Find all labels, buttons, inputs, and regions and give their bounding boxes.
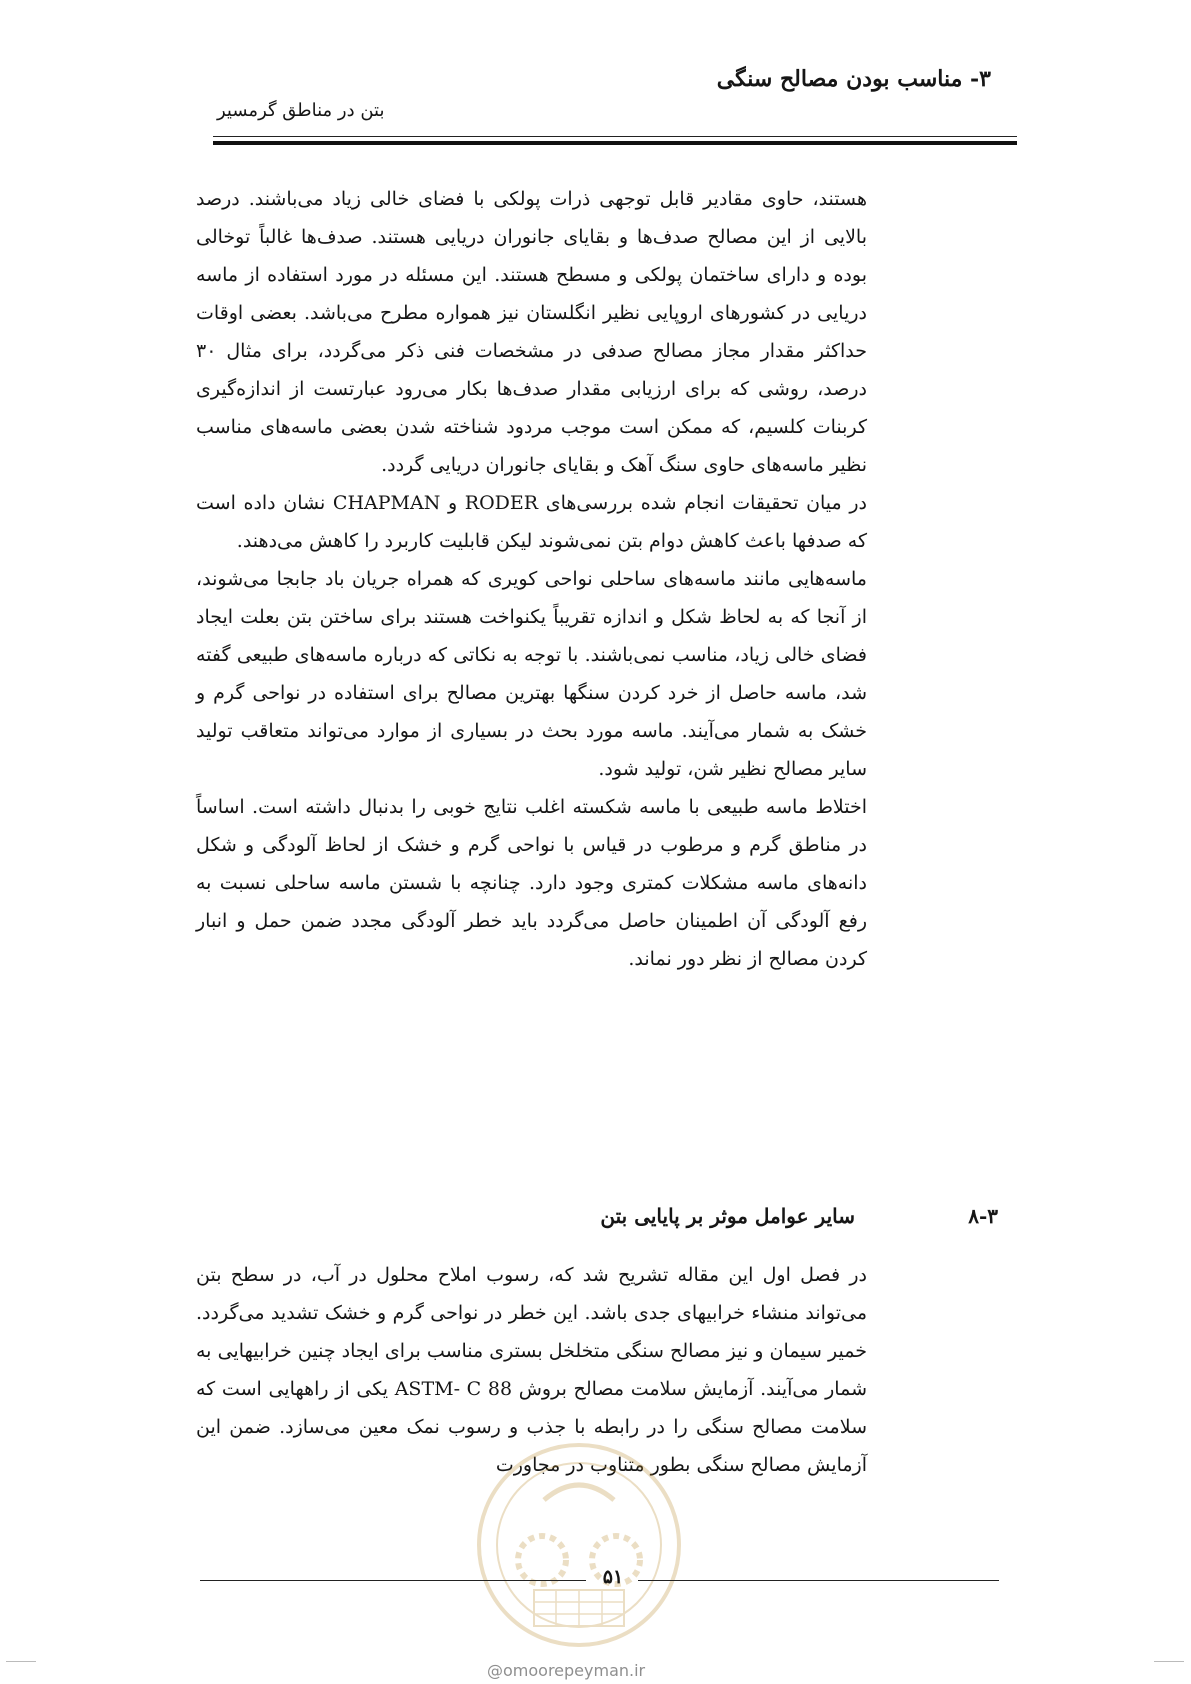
paragraph-2: در میان تحقیقات انجام شده بررسی‌های RODER و CHAPMAN نشان داده است که صدفها باعث کاهش دوام بتن نمی‌شوند لیکن قابلیت کاربرد را کاهش می‌دهند.	[196, 492, 867, 552]
footer-rule-left	[200, 1580, 586, 1581]
section-title: سایر عوامل موثر بر پایایی بتن	[600, 1204, 855, 1228]
paragraph-4: اختلاط ماسه طبیعی با ماسه شکسته اغلب نتایج خوبی را بدنبال داشته است. اساساً در مناطق گرم و مرطوب در قیاس با نواحی گرم و خشک از لحاظ آلودگی و شکل دانه‌های ماسه مشکلات کمتری وجود دارد. چنانچه با شستن ماسه ساحلی نسبت به رفع آلودگی آن اطمینان حاصل می‌گردد باید خطر آلودگی مجدد ضمن حمل و انبار کردن مصالح از نظر دور نماند.	[196, 796, 867, 970]
section-number: ۸-۳	[968, 1204, 998, 1228]
margin-mark-left	[6, 1661, 36, 1662]
section-paragraph: در فصل اول این مقاله تشریح شد که، رسوب املاح محلول در آب، در سطح بتن می‌تواند منشاء خرابیهای جدی باشد. این خطر در نواحی گرم و خشک تشدید می‌گردد. خمیر سیمان و نیز مصالح سنگی متخلخل بستری مناسب برای ایجاد چنین خرابیهایی به شمار می‌آیند. آزمایش سلامت مصالح بروش ASTM- C 88 یکی از راههایی است که سلامت مصالح سنگی را در رابطه با جذب و رسوب نمک معین می‌سازد. ضمن این آزمایش مصالح سنگی بطور متناوب در مجاورت	[196, 1264, 867, 1476]
header-rule	[213, 136, 1017, 137]
page-number: ۵۱	[602, 1566, 624, 1588]
footer-rule-right	[638, 1580, 999, 1581]
paragraph-3: ماسه‌هایی مانند ماسه‌های ساحلی نواحی کویری که همراه جریان باد جابجا می‌شوند، از آنجا که به لحاظ شکل و اندازه تقریباً یکنواخت هستند برای ساختن بتن بعلت ایجاد فضای خالی زیاد، مناسب نمی‌باشند. با توجه به نکاتی که درباره ماسه‌های طبیعی گفته شد، ماسه حاصل از خرد کردن سنگها بهترین مصالح برای استفاده در نواحی گرم و خشک به شمار می‌آیند. ماسه مورد بحث در بسیاری از موارد می‌تواند متعاقب تولید سایر مصالح نظیر شن، تولید شود.	[196, 568, 867, 780]
body-text	[196, 180, 867, 978]
paragraph-1: هستند، حاوی مقادیر قابل توجهی ذرات پولکی با فضای خالی زیاد می‌باشند. درصد بالایی از این مصالح صدف‌ها و بقایای جانوران دریایی هستند. صدف‌ها غالباً توخالی بوده و دارای ساختمان پولکی و مسطح هستند. این مسئله در مورد استفاده از ماسه دریایی در کشورهای اروپایی نظیر انگلستان نیز همواره مطرح می‌باشد. بعضی اوقات حداکثر مقدار مجاز مصالح صدفی در مشخصات فنی ذکر می‌گردد، برای مثال ۳۰ درصد، روشی که برای ارزیابی مقدار صدف‌ها بکار می‌رود عبارتست از اندازه‌گیری کربنات کلسیم، که ممکن است موجب مردود شناخته شدن بعضی ماسه‌های مناسب نظیر ماسه‌های حاوی سنگ آهک و بقایای جانوران دریایی گردد.	[196, 188, 867, 476]
header-rule-thick	[213, 141, 1017, 145]
publisher-stamp	[474, 1440, 684, 1650]
watermark: @omoorepeyman.ir	[487, 1661, 646, 1680]
book-title: بتن در مناطق گرمسیر	[217, 100, 385, 121]
chapter-title: ۳- مناسب بودن مصالح سنگی	[716, 66, 991, 92]
section-heading	[190, 1204, 998, 1234]
margin-mark-right	[1154, 1661, 1184, 1662]
